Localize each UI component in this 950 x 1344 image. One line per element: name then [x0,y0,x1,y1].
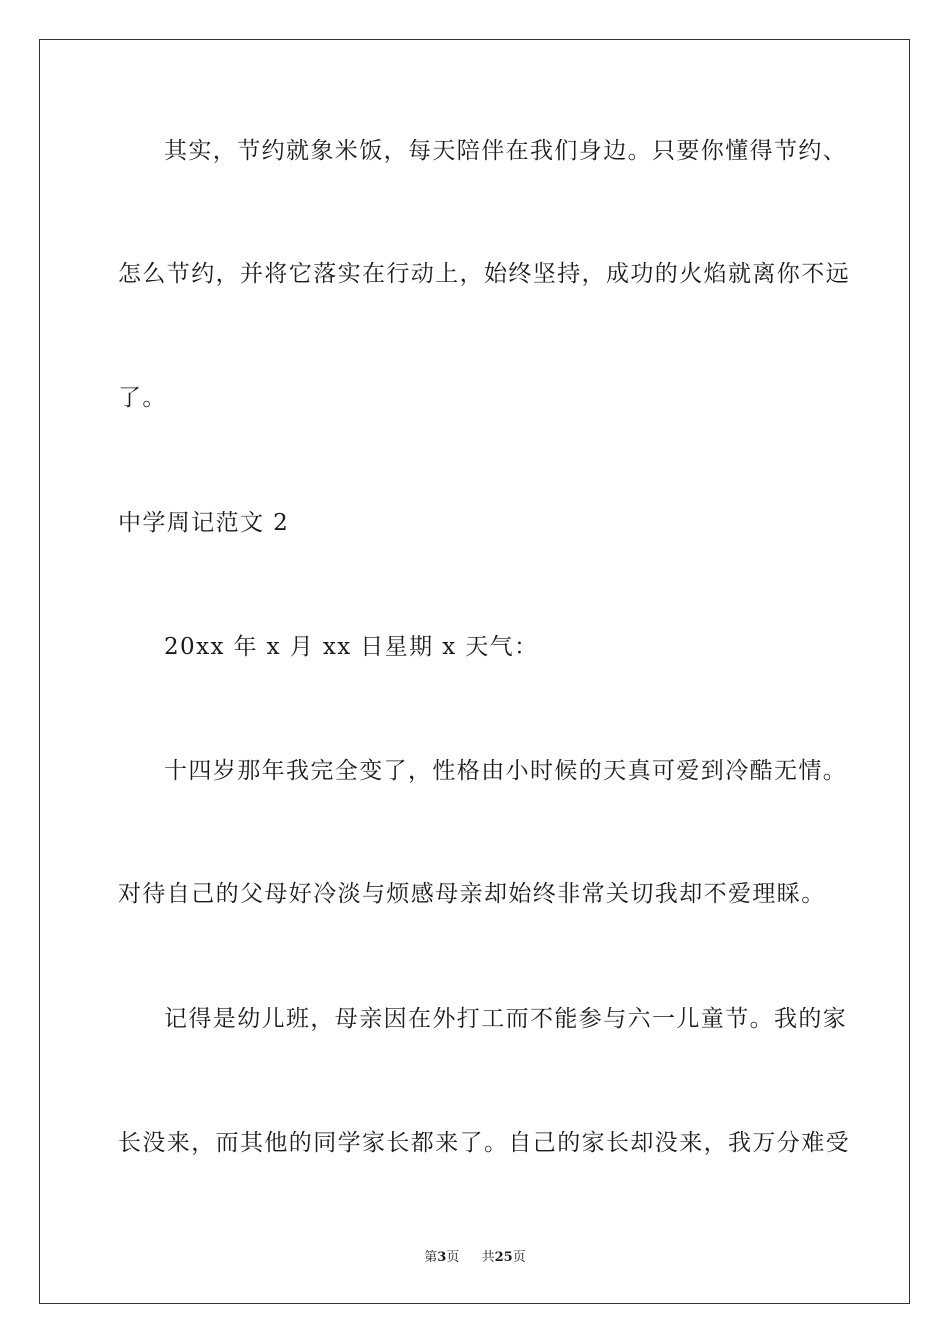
paragraph-line: 十四岁那年我完全变了，性格由小时候的天真可爱到冷酷无情。 [164,758,848,784]
footer-total-prefix: 共 [481,1250,495,1265]
footer-total-pages: 25 [494,1250,513,1265]
footer-page-suffix: 页 [446,1250,460,1265]
paragraph-line: 长没来，而其他的同学家长都来了。自己的家长却没来，我万分难受 [118,1130,850,1156]
paragraph-line: 记得是幼儿班，母亲因在外打工而不能参与六一儿童节。我的家 [164,1006,848,1032]
section-heading: 中学周记范文 2 [118,510,290,536]
date-line: 20xx 年 x 月 xx 日星期 x 天气： [164,634,539,660]
footer-total-suffix: 页 [512,1250,526,1265]
paragraph-line: 怎么节约，并将它落实在行动上，始终坚持，成功的火焰就离你不远 [118,261,850,287]
footer-page-prefix: 第 [424,1250,438,1265]
paragraph-line: 对待自己的父母好冷淡与烦感母亲却始终非常关切我却不爱理睬。 [118,881,826,907]
page-border [39,39,910,1304]
page-footer [0,1246,950,1265]
paragraph-line: 了。 [118,385,167,411]
footer-page-number: 3 [437,1250,447,1265]
paragraph-line: 其实，节约就象米饭，每天陪伴在我们身边。只要你懂得节约、 [164,138,848,164]
